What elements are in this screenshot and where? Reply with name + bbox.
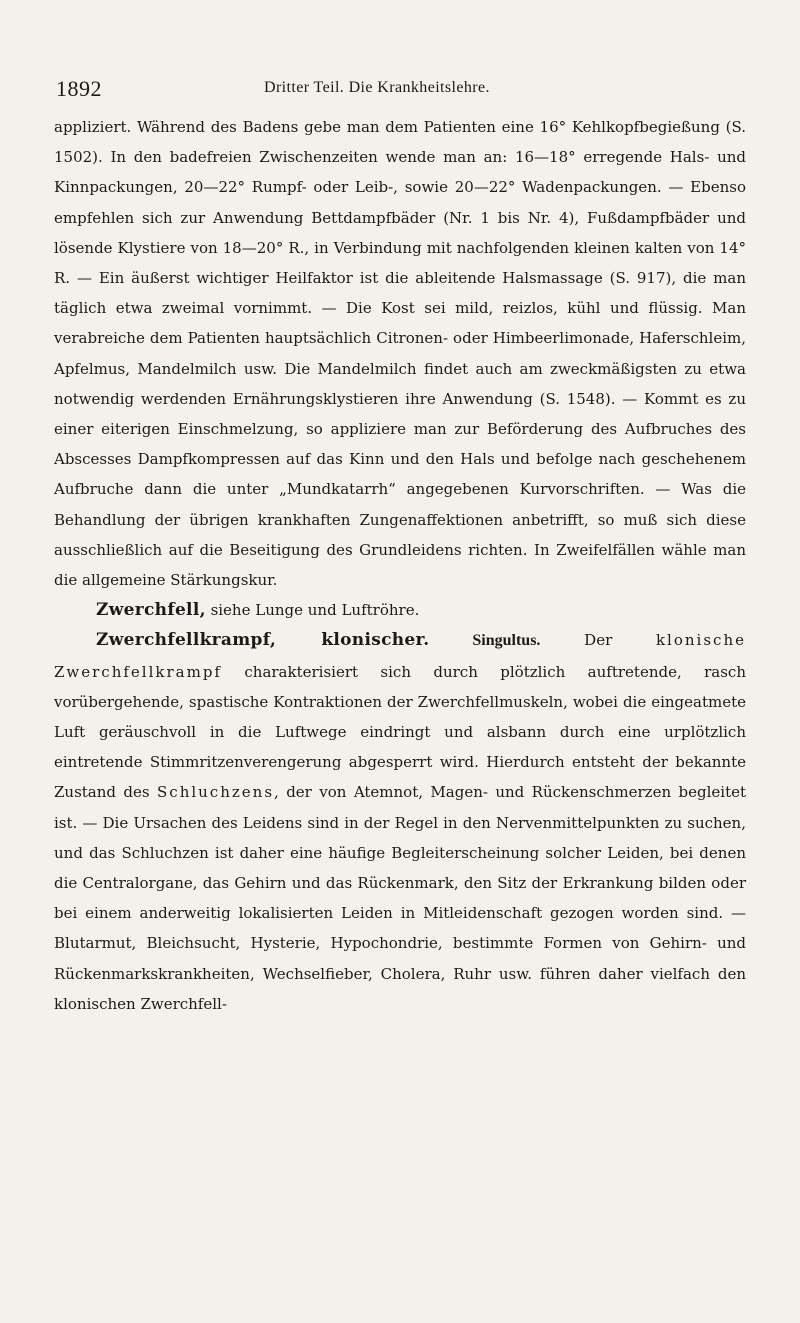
running-head: Dritter Teil. Die Krankheitslehre. (264, 79, 490, 96)
entry-text: siehe Lunge und Luftröhre. (205, 601, 420, 620)
page-header (54, 70, 746, 101)
entry-heading: Zwerchfellkrampf, klonischer. (96, 630, 430, 651)
page-number: 1892 (56, 76, 102, 101)
entry-heading: Zwerchfell, (96, 600, 206, 621)
latin-term: Singultus. (429, 632, 541, 650)
entry-text-intro: Der (540, 631, 656, 650)
entry-zwerchfellkrampf (54, 625, 746, 1019)
entry-text-middle: charakterisiert sich durch plötzlich auftretende, rasch vorübergehende, spastische Kontraktionen der Zwerchfellmuskeln, wobei die eingeatmete Luft geräuschvoll in die Luftwege eindringt und alsbann durch eine urplötzlich eintretende Stimmritzenverengerung abgesperrt wird. Hierdurch entsteht der bekannte Zustand des (54, 662, 746, 802)
entry-text-rest: , der von Atemnot, Magen- und Rückenschmerzen begleitet ist. — Die Ursachen des Leidens sind in der Regel in den Nervenmittelpunkten zu suchen, und das Schluchzen ist daher eine häufige Begleiterscheinung solcher Leiden, bei denen die Centralorgane, das Gehirn und das Rückenmark, den Sitz der Erkrankung bilden oder bei einem anderweitig lokalisierten Leiden in Mitleidenschaft gezogen worden sind. — Blutarmut, Bleichsucht, Hysterie, Hypochondrie, bestimmte Formen von Gehirn- und Rückenmarkskrankheiten, Wechselfieber, Cholera, Ruhr usw. führen daher vielfach den klonischen Zwerchfell- (54, 783, 747, 1013)
emphasized-term-2: Schluchzens (157, 783, 275, 802)
body-text (54, 112, 746, 1019)
emphasized-term: klonische Zwerchfellkrampf (54, 631, 746, 681)
paragraph-treatment: appliziert. Während des Badens gebe man dem Patienten eine 16° Kehlkopfbegießung (S. 1502). In den badefreien Zwischenzeiten wende man an: 16—18° erregende Hals- und Kinnpackungen, 20—22° Rumpf- oder Leib-, sowie 20—22° Wadenpackungen. — Ebenso empfehlen sich zur Anwendung Bettdampfbäder (Nr. 1 bis Nr. 4), Fußdampfbäder und lösende Klystiere von 18—20° R., in Verbindung mit nachfolgenden kleinen kalten von 14° R. — Ein äußerst wichtiger Heilfaktor ist die ableitende Halsmassage (S. 917), die man täglich etwa zweimal vornimmt. — Die Kost sei mild, reizlos, kühl und flüssig. Man verabreiche dem Patienten hauptsächlich Citronen- oder Himbeerlimonade, Haferschleim, Apfelmus, Mandelmilch usw. Die Mandelmilch findet auch am zweckmäßigsten zu etwa notwendig werdenden Ernährungsklystieren ihre Anwendung (S. 1548). — Kommt es zu einer eiterigen Einschmelzung, so appliziere man zur Beförderung des Aufbruches des Abscesses Dampfkompressen auf das Kinn und den Hals und befolge nach geschehenem Aufbruche dann die unter „Mundkatarrh“ angegebenen Kurvorschriften. — Was die Behandlung der übrigen krankhaften Zungenaffektionen anbetrifft, so muß sich diese ausschließlich auf die Beseitigung des Grundleidens richten. In Zweifelfällen wähle man die allgemeine Stärkungskur. (54, 118, 746, 590)
entry-zwerchfell (54, 595, 746, 625)
